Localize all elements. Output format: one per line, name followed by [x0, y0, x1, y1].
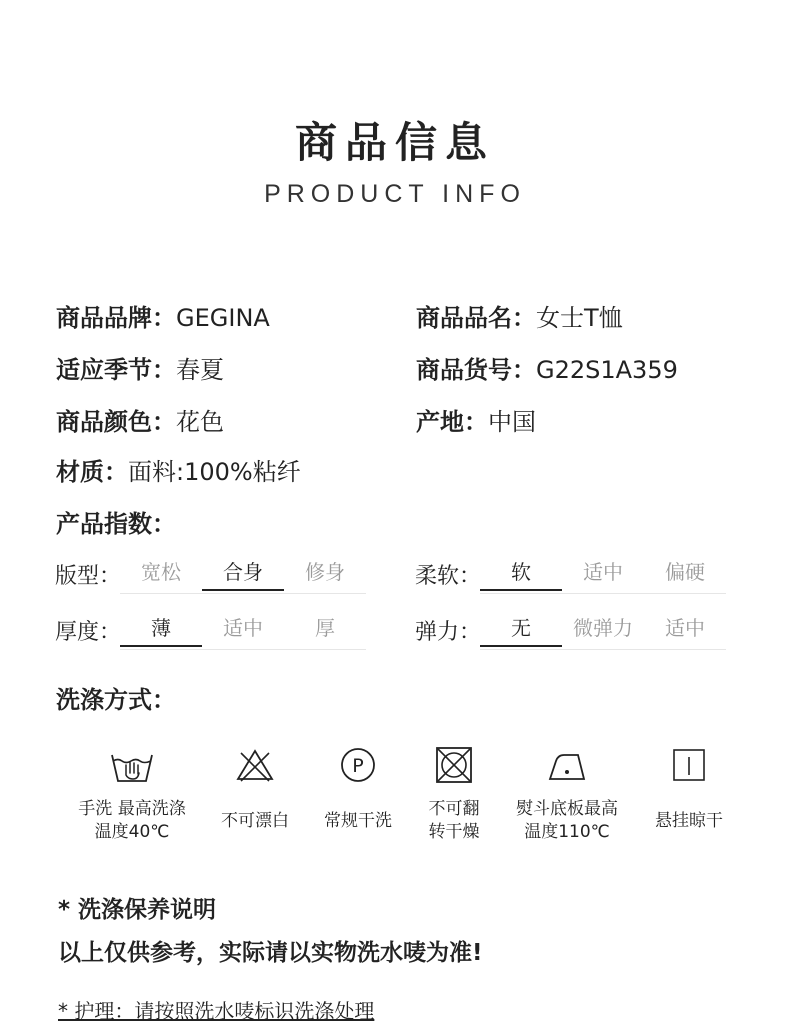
thickness-scale — [120, 613, 366, 650]
fit-option: 修身 — [305, 560, 345, 584]
no-bleach-icon — [235, 747, 275, 783]
season-row — [56, 354, 224, 386]
iron-low-icon — [546, 747, 588, 783]
elasticity-label: 弹力： — [415, 620, 482, 645]
color-row — [56, 406, 224, 438]
line-dry-icon — [671, 747, 707, 783]
wash-item — [303, 740, 413, 833]
no-tumble-dry-icon — [434, 745, 474, 785]
softness-option: 软 — [480, 557, 562, 591]
origin-value: 中国 — [488, 408, 536, 436]
dry-clean-p-icon — [339, 746, 377, 784]
name-key: 商品品名： — [416, 304, 536, 332]
softness-scale — [480, 557, 726, 594]
fit-option: 合身 — [202, 557, 284, 591]
page-subtitle: PRODUCT INFO — [264, 180, 526, 208]
indices-title: 产品指数： — [56, 510, 176, 538]
name-value: 女士T恤 — [536, 304, 623, 332]
softness-label: 柔软： — [415, 564, 482, 589]
hand-wash-icon — [109, 745, 155, 785]
fit-scale — [120, 557, 366, 594]
origin-row — [416, 406, 536, 438]
softness-option: 偏硬 — [665, 560, 705, 584]
color-key: 商品颜色： — [56, 408, 176, 436]
wash-label-line2: 转干燥 — [428, 822, 480, 842]
wash-label-line1: 不可翻 — [428, 799, 480, 819]
wash-item — [399, 740, 509, 844]
washing-title: 洗涤方式： — [56, 686, 176, 714]
brand-value: GEGINA — [176, 304, 270, 332]
svg-text:P: P — [352, 755, 364, 777]
wash-label-line2: 温度40℃ — [94, 822, 170, 842]
thickness-option: 适中 — [223, 616, 263, 640]
sku-value: G22S1A359 — [536, 356, 678, 384]
care-notes-body: 以上仅供参考，实际请以实物洗水唛为准! — [58, 940, 483, 966]
thickness-option: 厚 — [315, 616, 335, 640]
wash-label-line1: 常规干洗 — [324, 811, 392, 831]
fit-label: 版型： — [55, 564, 122, 589]
wash-label-line1: 手洗 最高洗涤 — [78, 799, 186, 819]
elasticity-option: 微弹力 — [573, 616, 633, 640]
care-notes-title: * 洗涤保养说明 — [58, 897, 217, 923]
material-key: 材质： — [56, 458, 128, 486]
season-value: 春夏 — [176, 356, 224, 384]
wash-label-line1: 悬挂晾干 — [655, 811, 723, 831]
elasticity-scale — [480, 613, 726, 650]
sku-key: 商品货号： — [416, 356, 536, 384]
elasticity-option: 无 — [480, 613, 562, 647]
name-row — [416, 302, 623, 334]
brand-row — [56, 302, 270, 334]
material-value: 面料:100%粘纤 — [128, 458, 301, 486]
fit-option: 宽松 — [141, 560, 181, 584]
wash-item — [62, 740, 202, 844]
wash-item — [502, 740, 632, 844]
page-title: 商品信息 — [294, 118, 495, 167]
sku-row — [416, 354, 678, 386]
wash-label-line1: 不可漂白 — [221, 811, 289, 831]
softness-option: 适中 — [583, 560, 623, 584]
elasticity-option: 适中 — [665, 616, 705, 640]
wash-label-line1: 熨斗底板最高 — [516, 799, 618, 819]
wash-item — [634, 740, 744, 833]
thickness-label: 厚度： — [55, 620, 122, 645]
wash-item — [200, 740, 310, 833]
thickness-option: 薄 — [120, 613, 202, 647]
material-row — [56, 456, 301, 488]
color-value: 花色 — [176, 408, 224, 436]
wash-label-line2: 温度110℃ — [524, 822, 610, 842]
care-instructions-link[interactable]: * 护理：请按照洗水唛标识洗涤处理 — [58, 999, 375, 1023]
brand-key: 商品品牌： — [56, 304, 176, 332]
season-key: 适应季节： — [56, 356, 176, 384]
origin-key: 产地： — [416, 408, 488, 436]
